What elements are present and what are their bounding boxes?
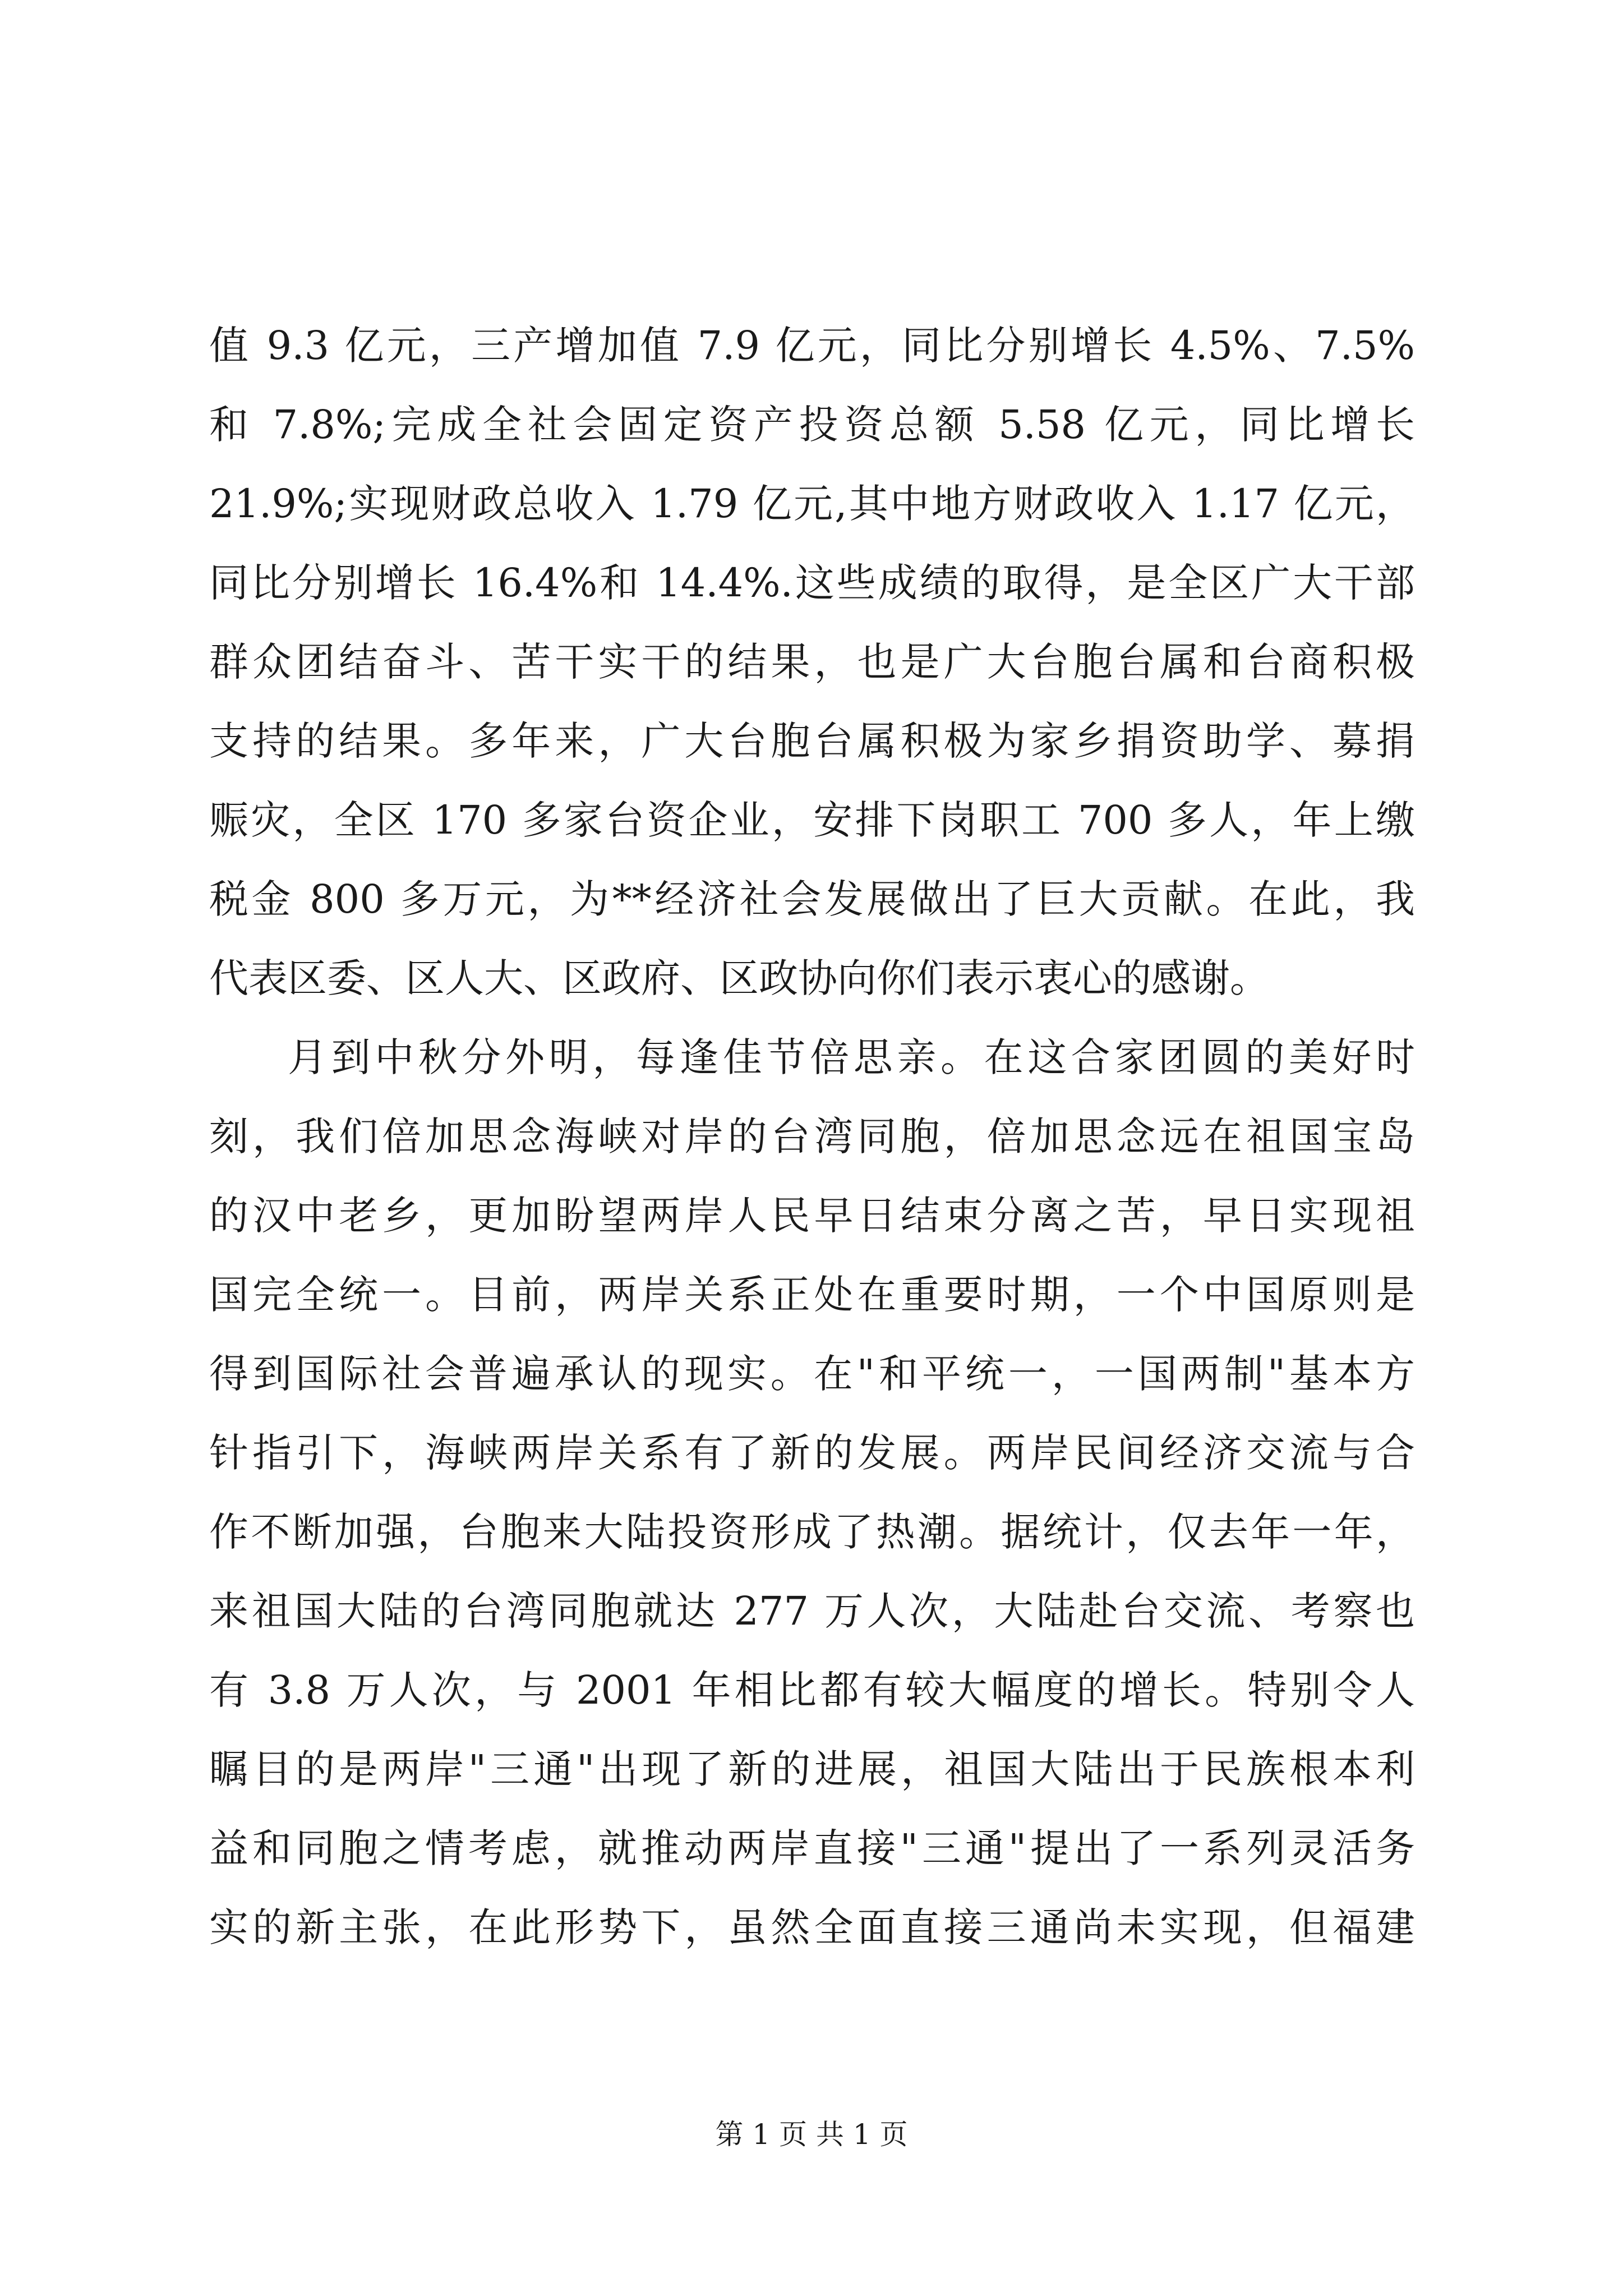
text-line: 21.9%;实现财政总收入 1.79 亿元,其中地方财政收入 1.17 亿元， bbox=[209, 481, 1415, 527]
text-line: 针指引下，海峡两岸关系有了新的发展。两岸民间经济交流与合 bbox=[209, 1430, 1415, 1476]
text-line: 值 9.3 亿元，三产增加值 7.9 亿元，同比分别增长 4.5%、7.5% bbox=[209, 323, 1415, 369]
text-line: 群众团结奋斗、苦干实干的结果，也是广大台胞台属和台商积极 bbox=[209, 639, 1415, 685]
text-line: 来祖国大陆的台湾同胞就达 277 万人次，大陆赴台交流、考察也 bbox=[209, 1588, 1415, 1634]
text-line: 国完全统一。目前，两岸关系正处在重要时期，一个中国原则是 bbox=[209, 1272, 1415, 1318]
page-number-footer: 第 1 页 共 1 页 bbox=[715, 2118, 908, 2151]
paragraph-first-line: 月到中秋分外明，每逢佳节倍思亲。在这合家团圆的美好时 bbox=[288, 1034, 1415, 1080]
text-line: 瞩目的是两岸"三通"出现了新的进展，祖国大陆出于民族根本利 bbox=[209, 1746, 1415, 1792]
text-line: 赈灾，全区 170 多家台资企业，安排下岗职工 700 多人，年上缴 bbox=[209, 797, 1415, 843]
text-line: 税金 800 多万元，为**经济社会发展做出了巨大贡献。在此，我 bbox=[209, 876, 1415, 922]
text-line: 的汉中老乡，更加盼望两岸人民早日结束分离之苦，早日实现祖 bbox=[209, 1193, 1415, 1239]
text-line: 实的新主张，在此形势下，虽然全面直接三通尚未实现，但福建 bbox=[209, 1904, 1415, 1950]
document-body bbox=[209, 306, 1415, 1967]
text-line: 有 3.8 万人次，与 2001 年相比都有较大幅度的增长。特别令人 bbox=[209, 1667, 1415, 1713]
text-line: 代表区委、区人大、区政府、区政协向你们表示衷心的感谢。 bbox=[209, 955, 1269, 1001]
text-line: 得到国际社会普遍承认的现实。在"和平统一，一国两制"基本方 bbox=[209, 1351, 1415, 1397]
text-line: 益和同胞之情考虑，就推动两岸直接"三通"提出了一系列灵活务 bbox=[209, 1825, 1415, 1871]
text-line: 作不断加强，台胞来大陆投资形成了热潮。据统计，仅去年一年， bbox=[209, 1509, 1415, 1555]
text-line: 刻，我们倍加思念海峡对岸的台湾同胞，倍加思念远在祖国宝岛 bbox=[209, 1114, 1415, 1159]
text-line: 同比分别增长 16.4%和 14.4%.这些成绩的取得，是全区广大干部 bbox=[209, 560, 1415, 606]
text-line: 和 7.8%;完成全社会固定资产投资总额 5.58 亿元，同比增长 bbox=[209, 402, 1415, 448]
text-line: 支持的结果。多年来，广大台胞台属积极为家乡捐资助学、募捐 bbox=[209, 718, 1415, 764]
